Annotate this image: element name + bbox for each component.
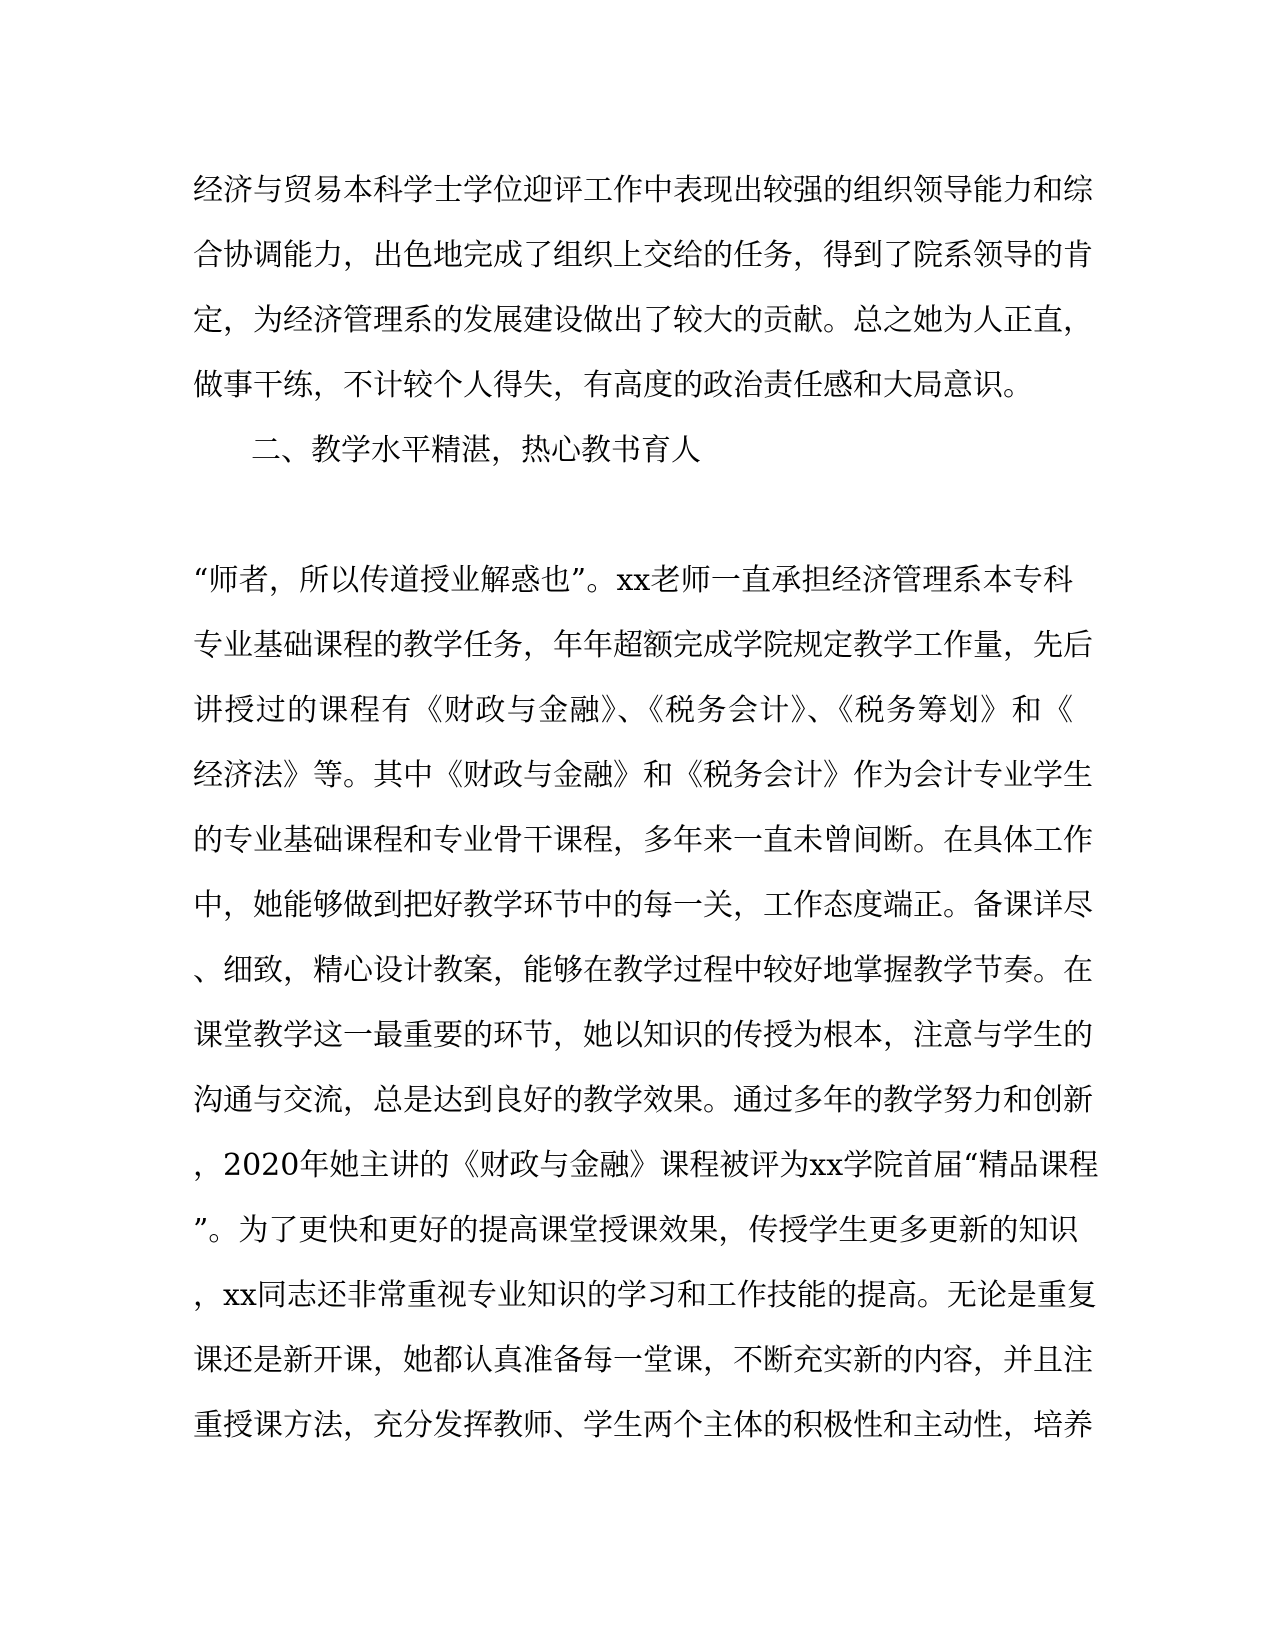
paragraph-line: ，xx同志还非常重视专业知识的学习和工作技能的提高。无论是重复 — [193, 1278, 1097, 1313]
paragraph-line: ，2020年她主讲的《财政与金融》课程被评为xx学院首届“精品课程 — [193, 1148, 1099, 1183]
paragraph-line: 、细致，精心设计教案，能够在教学过程中较好地掌握教学节奏。在 — [193, 953, 1093, 988]
paragraph-line: ”。为了更快和更好的提高课堂授课效果，传授学生更多更新的知识 — [193, 1213, 1079, 1248]
paragraph-line: 经济法》等。其中《财政与金融》和《税务会计》作为会计专业学生 — [193, 758, 1093, 793]
paragraph-line: 专业基础课程的教学任务，年年超额完成学院规定教学工作量，先后 — [193, 628, 1093, 663]
paragraph-line: 沟通与交流，总是达到良好的教学效果。通过多年的教学努力和创新 — [193, 1083, 1093, 1118]
paragraph-1 — [193, 158, 1093, 418]
paragraph-2 — [193, 548, 1099, 1458]
paragraph-line: “师者，所以传道授业解惑也”。xx老师一直承担经济管理系本专科 — [193, 563, 1073, 598]
paragraph-line: 的专业基础课程和专业骨干课程，多年来一直未曾间断。在具体工作 — [193, 823, 1093, 858]
paragraph-line: 讲授过的课程有《财政与金融》、《税务会计》、《税务筹划》和《 — [193, 693, 1073, 728]
paragraph-line: 重授课方法，充分发挥教师、学生两个主体的积极性和主动性，培养 — [193, 1408, 1093, 1443]
paragraph-line: 经济与贸易本科学士学位迎评工作中表现出较强的组织领导能力和综 — [193, 173, 1093, 208]
paragraph-line: 课堂教学这一最重要的环节，她以知识的传授为根本，注意与学生的 — [193, 1018, 1093, 1053]
paragraph-line: 中，她能够做到把好教学环节中的每一关，工作态度端正。备课详尽 — [193, 888, 1093, 923]
paragraph-line: 合协调能力，出色地完成了组织上交给的任务，得到了院系领导的肯 — [193, 238, 1093, 273]
paragraph-line: 课还是新开课，她都认真准备每一堂课，不断充实新的内容，并且注 — [193, 1343, 1093, 1378]
section-heading-block — [193, 418, 1073, 483]
paragraph-line: 做事干练，不计较个人得失，有高度的政治责任感和大局意识。 — [193, 368, 1033, 403]
paragraph-line: 定，为经济管理系的发展建设做出了较大的贡献。总之她为人正直， — [193, 303, 1093, 338]
section-heading: 二、教学水平精湛，热心教书育人 — [251, 433, 701, 468]
